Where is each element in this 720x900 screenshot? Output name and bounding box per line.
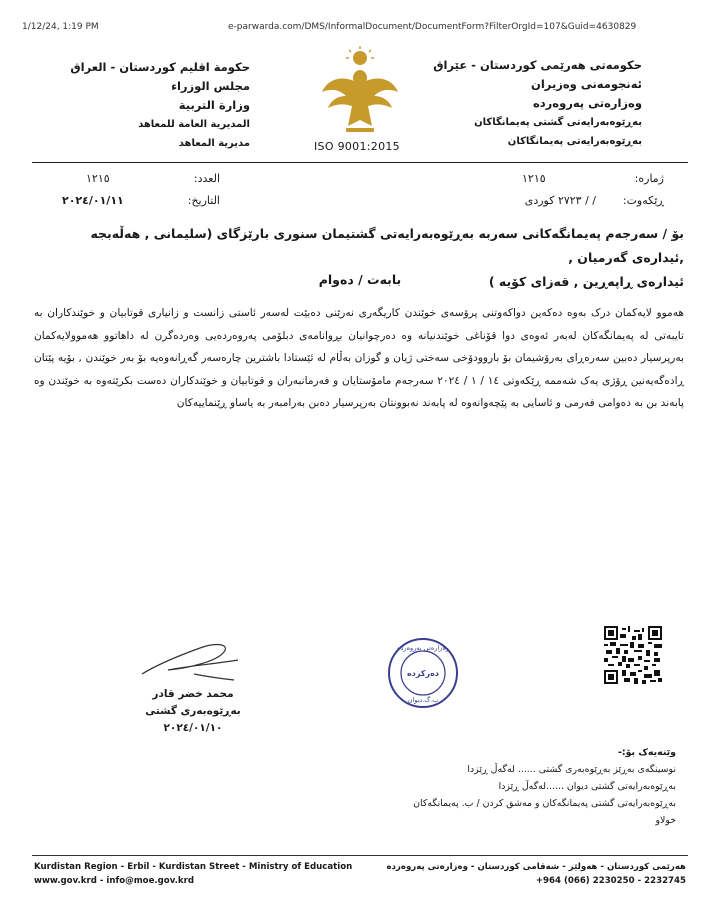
cc-item: نوسینگەی بەڕێز بەڕێوەبەری گشتی ...... لەگەڵ ڕێزدا (467, 764, 676, 775)
arabic-directorate-line: مديرية المعاهد (178, 138, 250, 149)
number-label-arabic: العدد: (193, 172, 220, 185)
date-label-arabic: التاريخ: (187, 194, 220, 207)
print-datetime: 1/12/24, 1:19 PM (22, 22, 99, 32)
official-stamp (386, 636, 460, 710)
kurdish-directorate-general-line: بەڕێوەبەرایەتی گشتی پەیمانگاکان (474, 117, 642, 128)
footer-phone: +964 (066) 2230250 - 2232745 (535, 876, 686, 886)
kurdish-council-line: ئەنجومەنی وەزیران (531, 77, 642, 91)
addressee-line-1: بۆ / سەرجەم پەیمانگەکانی سەربە بەڕێوەبەرایەتی گشتیمان سنوری بارێزگای (سلیمانی , هەڵەبجە ,ئیدارەی گەرمیان , (90, 226, 684, 265)
letterhead-kurdish (412, 56, 642, 151)
date-value-arabic: ٢٠٢٤/٠١/١١ (62, 194, 124, 207)
cc-heading: وێنەیەک بۆ:- (618, 747, 676, 758)
print-header (0, 0, 720, 40)
addressee-line-2: ئیدارەی ڕاپەڕین , قەزای کۆیە ) (488, 274, 684, 289)
arabic-government-line: حكومة اقليم كوردستان - العراق (70, 60, 250, 74)
cc-item: بەڕێوەبەرایەتی گشتی پەیمانگەکان و مەشق کردن / ب. پەیمانگەکان (413, 798, 676, 809)
print-url[interactable]: e-parwarda.com/DMS/InformalDocument/DocumentForm?FilterOrgId=107&Guid=4630829 (228, 22, 637, 32)
kurdish-government-line: حکومەتی هەرێمی کوردستان - عێراق (433, 58, 642, 72)
date-label-kurdish: ڕێکەوت: (622, 194, 664, 207)
letterhead-arabic (60, 58, 250, 153)
footer-address-kurdish: هەرێمی کوردستان - هەولێر - شەقامی کوردستان - وەزارەتی پەروەردە (386, 862, 686, 872)
number-label-kurdish: ژمارە: (634, 172, 664, 185)
cc-list (376, 744, 676, 829)
stamp-bottom-text: ب.گ.دیوان (407, 696, 439, 704)
number-value-arabic: ١٢١٥ (86, 172, 110, 185)
stamp-center-text: دەرکردە (407, 669, 439, 678)
signer-block (118, 686, 268, 737)
footer-address-english: Kurdistan Region - Erbil - Kurdistan Street - Ministry of Education (34, 862, 353, 872)
date-value-kurdish: / / ٢٧٢٣ کوردی (524, 194, 596, 207)
kurdish-ministry-line: وەزارەتی پەروەردە (532, 96, 642, 110)
number-value-kurdish: ١٢١٥ (522, 172, 546, 185)
signature-date: ٢٠٢٤/٠١/١٠ (163, 722, 223, 734)
arabic-ministry-line: وزارة التربية (178, 98, 250, 112)
cc-item: خولاو (655, 815, 676, 826)
stamp-outer-text: وەزارەتی پەروەردە (397, 644, 449, 652)
qr-code[interactable] (604, 626, 662, 684)
handwritten-signature (138, 634, 248, 690)
footer-english (34, 860, 352, 888)
signer-position: بەڕێوەبەری گشتی (145, 705, 241, 717)
footer-kurdish (386, 860, 686, 888)
iso-certification: ISO 9001:2015 (314, 140, 400, 153)
kurdish-directorate-line: بەڕێوەبەرایەتی پەیمانگاکان (507, 136, 642, 147)
footer-web-email[interactable]: www.gov.krd - info@moe.gov.krd (34, 876, 194, 886)
arabic-council-line: مجلس الوزراء (171, 79, 250, 93)
arabic-directorate-general-line: المديرية العامة للمعاهد (138, 119, 250, 130)
header-divider (32, 162, 688, 163)
subject-title: بابەت / دەوام (318, 272, 402, 287)
kurdistan-eagle-emblem-icon (318, 44, 402, 140)
signer-name: محمد خضر قادر (152, 688, 234, 700)
footer-divider (32, 855, 688, 856)
letter-body: هەموو لایەکمان درک بەوە دەکەین دواکەوتنی پرۆسەی خوێندن کاریگەری نەرێنی دەبێت لەسەر ئاستی زانست و زانیاری قوتابیان و خوێندکاران بە تایبەتی لە پەیمانگەکان لەبەر ئەوەی دوا قۆناغی خوێندنیانە وە دەرچوانیان بڕوانامەی دبلۆمی پەروەردەیی وەردەگرن لە داهاتوو هەموولایەکمان بەرپرسیار دەبین سەرەڕای بەرۆشیمان بۆ باروودۆخی سەختی ژیان و گوزان بەڵام لە ئێستادا باشترین چارەسەر گەڕانەوەیە بۆ بەر خوێندن , بۆیە پێتان ڕادەگەیەنین ڕۆژی یەک شەممە ڕێکەوتی ١٤ / ١ / ٢٠٢٤ سەرجەم مامۆستایان و فەرمانبەران و قوتابیان و خوێندکاران دەست بکرێتەوە بە خوێندن وە پابەند بن بە دەوامی فەرمی و ئاسایی بە پێچەوانەوە لە پابەند نەبوونتان بەرپرسیار دەبن بەرامبەر بە یاساو ڕێنماییەکان (34, 307, 684, 409)
cc-item: بەڕێوەبەرایەتی گشتی دیوان ......لەگەڵ ڕێزدا (498, 781, 676, 792)
